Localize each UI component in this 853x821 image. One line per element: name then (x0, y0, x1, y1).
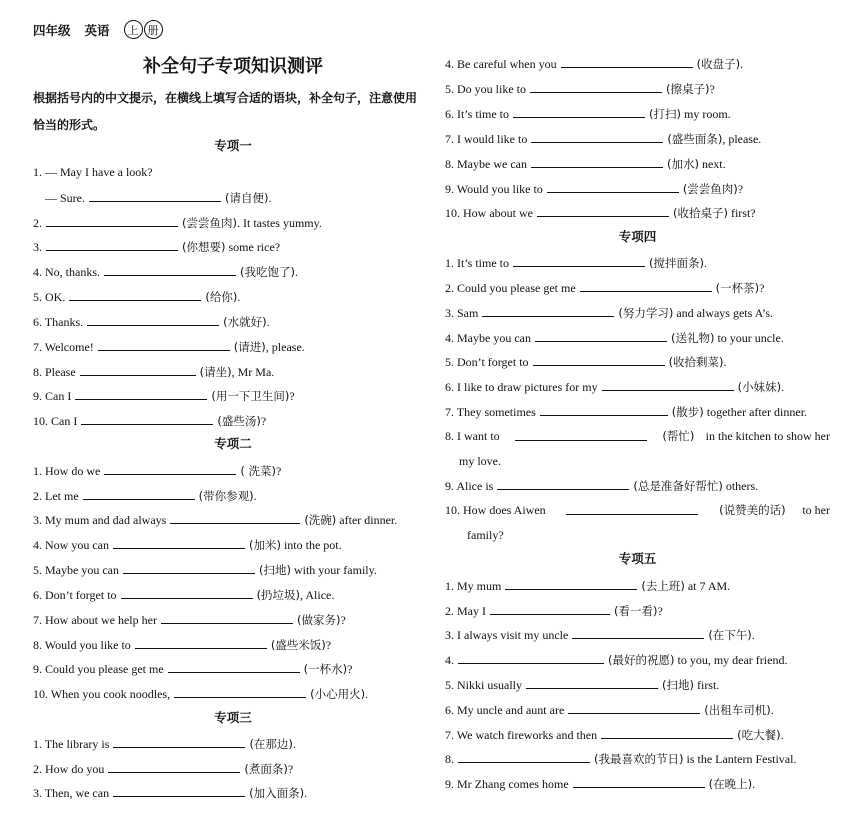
question-row (33, 560, 377, 578)
question-text: 7. They sometimes (445, 405, 536, 419)
chinese-hint: (收盘子) (696, 57, 741, 71)
question-text: my love. (459, 454, 501, 468)
chinese-hint: (洗碗) (304, 513, 337, 527)
answer-blank[interactable] (113, 535, 245, 549)
section-title-s3: 专项三 (214, 710, 252, 725)
question-suffix: next. (698, 157, 726, 171)
question-suffix: . (292, 737, 296, 751)
answer-blank[interactable] (573, 774, 705, 788)
question-suffix: into the pot. (280, 538, 342, 552)
chinese-hint: (加米) (248, 538, 281, 552)
answer-blank[interactable] (46, 237, 178, 251)
section-title-s2: 专项二 (214, 436, 252, 451)
question-suffix: and always gets A’s. (673, 306, 773, 320)
answer-blank[interactable] (69, 287, 201, 301)
question-row (33, 510, 397, 528)
chinese-hint: (说赞美的话) (719, 503, 786, 517)
chinese-hint: (收拾剩菜) (668, 355, 724, 369)
question-suffix: . (770, 703, 774, 717)
section-title-s5: 专项五 (618, 551, 657, 566)
volume-circle-a: 上 (124, 20, 143, 39)
question-row (33, 411, 266, 429)
question-text: 3. My mum and dad always (33, 513, 167, 527)
question-suffix: first? (727, 206, 756, 220)
question-row (33, 337, 305, 355)
chinese-hint: (请进) (233, 340, 266, 354)
question-suffix: with your family. (290, 563, 377, 577)
question-text: — Sure. (45, 191, 85, 205)
question-suffix: . (781, 380, 785, 394)
answer-blank[interactable] (513, 104, 645, 118)
chinese-hint: (盛些汤) (217, 414, 261, 428)
question-text: 4. Now you can (33, 538, 109, 552)
question-row (445, 104, 731, 122)
question-row (33, 734, 296, 752)
answer-blank[interactable] (513, 253, 645, 267)
instructions: 根据括号内的中文提示，在横线上填写合适的语块，补全句子，注意使用恰当的形式。 (33, 91, 418, 132)
answer-blank[interactable] (161, 610, 293, 624)
answer-blank[interactable] (113, 783, 245, 797)
answer-blank[interactable] (531, 154, 663, 168)
answer-blank[interactable] (168, 659, 300, 673)
chinese-hint: (打扫) (649, 107, 681, 121)
section-title-s4: 专项四 (618, 229, 657, 244)
answer-blank[interactable] (535, 328, 667, 342)
question-row (445, 774, 755, 792)
question-row (445, 303, 773, 321)
chinese-hint: (帮忙) (662, 429, 695, 443)
answer-blank[interactable] (458, 650, 604, 664)
question-text: 3. Sam (445, 306, 479, 320)
question-text: 10. Can I (33, 414, 78, 428)
question-suffix: to you, my dear friend. (674, 653, 788, 667)
question-suffix: . It tastes yummy. (236, 216, 322, 230)
chinese-hint: (扔垃圾) (256, 588, 301, 602)
answer-blank[interactable] (490, 601, 610, 615)
question-text: 1. It’s time to (445, 256, 509, 270)
question-suffix: ? (759, 281, 765, 295)
chinese-hint: (在晚上) (708, 777, 753, 791)
question-suffix: , please. (722, 132, 762, 146)
question-suffix: to your uncle. (714, 331, 784, 345)
answer-blank[interactable] (81, 411, 213, 425)
question-text: 9. Could you please get me (33, 662, 164, 676)
chinese-hint: (尝尝鱼肉) (182, 216, 237, 230)
question-suffix: . (752, 777, 756, 791)
question-text: 5. Don’t forget to (445, 355, 529, 369)
answer-blank[interactable] (75, 386, 207, 400)
question-text: 9. Mr Zhang comes home (445, 777, 569, 791)
question-row (445, 725, 784, 743)
question-suffix: ? (709, 82, 715, 96)
question-text: 4. No, thanks. (33, 265, 100, 279)
question-row (445, 54, 743, 72)
answer-blank[interactable] (87, 312, 219, 326)
question-suffix: together after dinner. (703, 405, 808, 419)
answer-blank[interactable] (497, 476, 629, 490)
answer-blank[interactable] (572, 625, 704, 639)
answer-blank[interactable] (174, 684, 306, 698)
answer-blank[interactable] (533, 352, 665, 366)
question-suffix: ? (287, 762, 294, 776)
answer-blank[interactable] (46, 213, 178, 227)
question-suffix: . (304, 786, 308, 800)
question-row (445, 625, 755, 643)
chinese-hint: (擦桌子) (666, 82, 710, 96)
question-suffix: . (294, 265, 298, 279)
answer-blank[interactable] (602, 377, 734, 391)
chinese-hint: (带你参观) (198, 489, 254, 503)
page-title: 补全句子专项知识测评 (143, 56, 323, 77)
chinese-hint: (做家务) (296, 613, 341, 627)
question-text: 3. (33, 240, 42, 254)
question-row (33, 783, 307, 801)
question-text: 1. My mum (445, 579, 502, 593)
question-text: 2. Could you please get me (445, 281, 576, 295)
question-row (33, 287, 240, 305)
answer-blank[interactable] (540, 402, 668, 416)
answer-blank[interactable] (98, 337, 230, 351)
chinese-hint: (努力学习) (618, 306, 674, 320)
question-row (33, 535, 342, 553)
question-text: 5. OK. (33, 290, 66, 304)
answer-blank[interactable] (121, 585, 253, 599)
question-row (33, 237, 280, 255)
question-text: 8. Would you like to (33, 638, 131, 652)
question-row (467, 526, 504, 544)
question-suffix: others. (722, 479, 759, 493)
question-row (445, 650, 787, 668)
chinese-hint: (盛些面条) (667, 132, 723, 146)
question-text: 10. When you cook noodles, (33, 687, 171, 701)
chinese-hint: (搅拌面条) (649, 256, 704, 270)
question-suffix: . (703, 256, 707, 270)
question-row (445, 154, 726, 172)
question-text: 6. Thanks. (33, 315, 84, 329)
question-text: 8. (445, 752, 454, 766)
answer-blank[interactable] (566, 501, 698, 515)
question-row (33, 486, 257, 504)
chinese-hint: (总是准备好帮忙) (633, 479, 723, 493)
question-text: 9. Would you like to (445, 182, 543, 196)
question-text: 3. I always visit my uncle (445, 628, 569, 642)
question-text: 5. Do you like to (445, 82, 526, 96)
question-row (445, 377, 784, 395)
question-text: family? (467, 528, 504, 542)
answer-blank[interactable] (515, 427, 647, 441)
answer-blank[interactable] (170, 510, 300, 524)
chinese-hint: (给你) (205, 290, 238, 304)
chinese-hint: ( 洗菜) (240, 464, 276, 478)
question-row (33, 635, 331, 653)
chinese-hint: (一杯茶) (715, 281, 760, 295)
question-row (445, 129, 761, 147)
answer-blank[interactable] (531, 129, 663, 143)
chinese-hint: (扫地) (662, 678, 694, 692)
answer-blank[interactable] (526, 675, 658, 689)
answer-blank[interactable] (537, 203, 669, 217)
question-row (33, 213, 322, 231)
question-text: 1. The library is (33, 737, 110, 751)
question-row (33, 262, 298, 280)
chinese-hint: (请坐) (199, 365, 232, 379)
question-row (445, 476, 758, 494)
question-row (33, 759, 293, 777)
chinese-hint: (你想要) (182, 240, 226, 254)
question-suffix: ? (347, 662, 353, 676)
question-row (445, 427, 830, 445)
chinese-hint: (煮面条) (244, 762, 288, 776)
question-text: 6. It’s time to (445, 107, 509, 121)
question-suffix: . (751, 628, 755, 642)
question-suffix: my room. (680, 107, 731, 121)
chinese-hint: (小心用火) (310, 687, 366, 701)
question-row (45, 188, 271, 206)
question-text: 2. May I (445, 604, 486, 618)
chinese-hint: (我最喜欢的节日) (594, 752, 684, 766)
chinese-hint: (去上班) (641, 579, 685, 593)
question-row (33, 684, 368, 702)
question-text: 7. Welcome! (33, 340, 94, 354)
answer-blank[interactable] (580, 278, 712, 292)
question-text: 3. Then, we can (33, 786, 110, 800)
question-text: 9. Alice is (445, 479, 494, 493)
answer-blank[interactable] (547, 179, 679, 193)
answer-blank[interactable] (89, 188, 221, 202)
question-row (445, 601, 663, 619)
question-suffix: ? (340, 613, 346, 627)
answer-blank[interactable] (561, 54, 693, 68)
question-row (33, 312, 270, 330)
answer-blank[interactable] (104, 461, 236, 475)
question-suffix: . (365, 687, 369, 701)
chinese-hint: (扫地) (258, 563, 291, 577)
question-text: 2. Let me (33, 489, 79, 503)
question-suffix: after dinner. (336, 513, 398, 527)
question-text: 7. We watch fireworks and then (445, 728, 598, 742)
question-row (445, 402, 807, 420)
question-row (445, 179, 743, 197)
chinese-hint: (在那边) (249, 737, 293, 751)
question-text: 6. My uncle and aunt are (445, 703, 565, 717)
answer-blank[interactable] (123, 560, 255, 574)
chinese-hint: (我吃饱了) (240, 265, 295, 279)
question-suffix: . (268, 191, 272, 205)
question-suffix: ? (260, 414, 267, 428)
question-suffix: , Alice. (300, 588, 335, 602)
question-text: 4. (445, 653, 454, 667)
question-suffix: . (740, 57, 744, 71)
volume-label (124, 20, 164, 39)
question-row (33, 386, 295, 404)
question-suffix: at 7 AM. (684, 579, 731, 593)
chinese-hint: (请自便) (225, 191, 269, 205)
question-suffix: ? (325, 638, 332, 652)
question-suffix: . (266, 315, 270, 329)
chinese-hint: (水就好) (223, 315, 267, 329)
question-row (33, 659, 352, 677)
chinese-hint: (送礼物) (670, 331, 715, 345)
question-row (445, 203, 756, 221)
question-suffix: , please. (265, 340, 305, 354)
question-suffix: ? (289, 389, 295, 403)
question-suffix: . (237, 290, 241, 304)
question-text: 7. I would like to (445, 132, 528, 146)
question-row (445, 501, 830, 519)
chinese-hint: (盛些米饭) (270, 638, 326, 652)
chinese-hint: (小妹妹) (737, 380, 782, 394)
question-row (33, 461, 281, 479)
question-text: 10. How about we (445, 206, 533, 220)
answer-blank[interactable] (505, 576, 637, 590)
question-text: 8. Please (33, 365, 76, 379)
answer-blank[interactable] (135, 635, 267, 649)
question-text: 4. Be careful when you (445, 57, 557, 71)
subject-label: 英语 (84, 22, 110, 38)
answer-blank[interactable] (482, 303, 614, 317)
chinese-hint: (吃大餐) (737, 728, 781, 742)
chinese-hint: (在下午) (708, 628, 752, 642)
chinese-hint: (散步) (671, 405, 704, 419)
chinese-hint: (加入面条) (249, 786, 305, 800)
question-row (459, 452, 501, 470)
question-suffix: is the Lantern Festival. (683, 752, 797, 766)
answer-blank[interactable] (104, 262, 236, 276)
question-text: 1. How do we (33, 464, 101, 478)
question-suffix: . (723, 355, 727, 369)
question-row (445, 576, 730, 594)
question-suffix: . (780, 728, 784, 742)
section-title-s1: 专项一 (214, 138, 252, 153)
question-row (445, 700, 774, 718)
question-row (33, 585, 334, 603)
question-text: 8. I want to (445, 429, 500, 443)
question-text: 4. Maybe you can (445, 331, 531, 345)
chinese-hint: (用一下卫生间) (211, 389, 290, 403)
question-text: 2. (33, 216, 42, 230)
chinese-hint: (收拾桌子) (672, 206, 728, 220)
worksheet-header (33, 20, 178, 39)
question-suffix: some rice? (225, 240, 281, 254)
volume-circle-b: 册 (144, 20, 163, 39)
question-row (445, 328, 784, 346)
grade-label: 四年级 (33, 22, 71, 38)
question-row (445, 675, 719, 693)
chinese-hint: (看一看) (614, 604, 658, 618)
question-text: 7. How about we help her (33, 613, 157, 627)
question-text: 8. Maybe we can (445, 157, 527, 171)
answer-blank[interactable] (458, 749, 590, 763)
question-text: 5. Nikki usually (445, 678, 522, 692)
question-suffix: first. (693, 678, 720, 692)
question-row (445, 352, 727, 370)
question-row (445, 79, 715, 97)
question-row (445, 253, 707, 271)
question-row (445, 278, 764, 296)
question-text: 6. Don’t forget to (33, 588, 117, 602)
question-row (445, 749, 796, 767)
question-suffix: ? (275, 464, 282, 478)
chinese-hint: (出租车司机) (704, 703, 771, 717)
question-suffix: . (253, 489, 257, 503)
question-text: 5. Maybe you can (33, 563, 119, 577)
answer-blank[interactable] (80, 362, 196, 376)
question-suffix: in the kitchen to show her (705, 429, 830, 443)
answer-blank[interactable] (530, 79, 662, 93)
question-text: 2. How do you (33, 762, 105, 776)
question-suffix: , Mr Ma. (231, 365, 275, 379)
chinese-hint: (加水) (666, 157, 699, 171)
answer-blank[interactable] (83, 486, 195, 500)
question-row (33, 610, 346, 628)
answer-blank[interactable] (601, 725, 733, 739)
answer-blank[interactable] (108, 759, 240, 773)
question-text: 9. Can I (33, 389, 72, 403)
question-row (33, 163, 153, 181)
question-suffix: ? (657, 604, 663, 618)
question-text: 6. I like to draw pictures for my (445, 380, 598, 394)
question-suffix: to her (802, 503, 830, 517)
answer-blank[interactable] (568, 700, 700, 714)
question-row (33, 362, 274, 380)
question-text: 10. How does Aiwen (445, 503, 546, 517)
answer-blank[interactable] (113, 734, 245, 748)
chinese-hint: (尝尝鱼肉) (682, 182, 738, 196)
question-text: 1. — May I have a look? (33, 165, 153, 179)
chinese-hint: (一杯水) (303, 662, 348, 676)
chinese-hint: (最好的祝愿) (608, 653, 675, 667)
question-suffix: ? (737, 182, 744, 196)
